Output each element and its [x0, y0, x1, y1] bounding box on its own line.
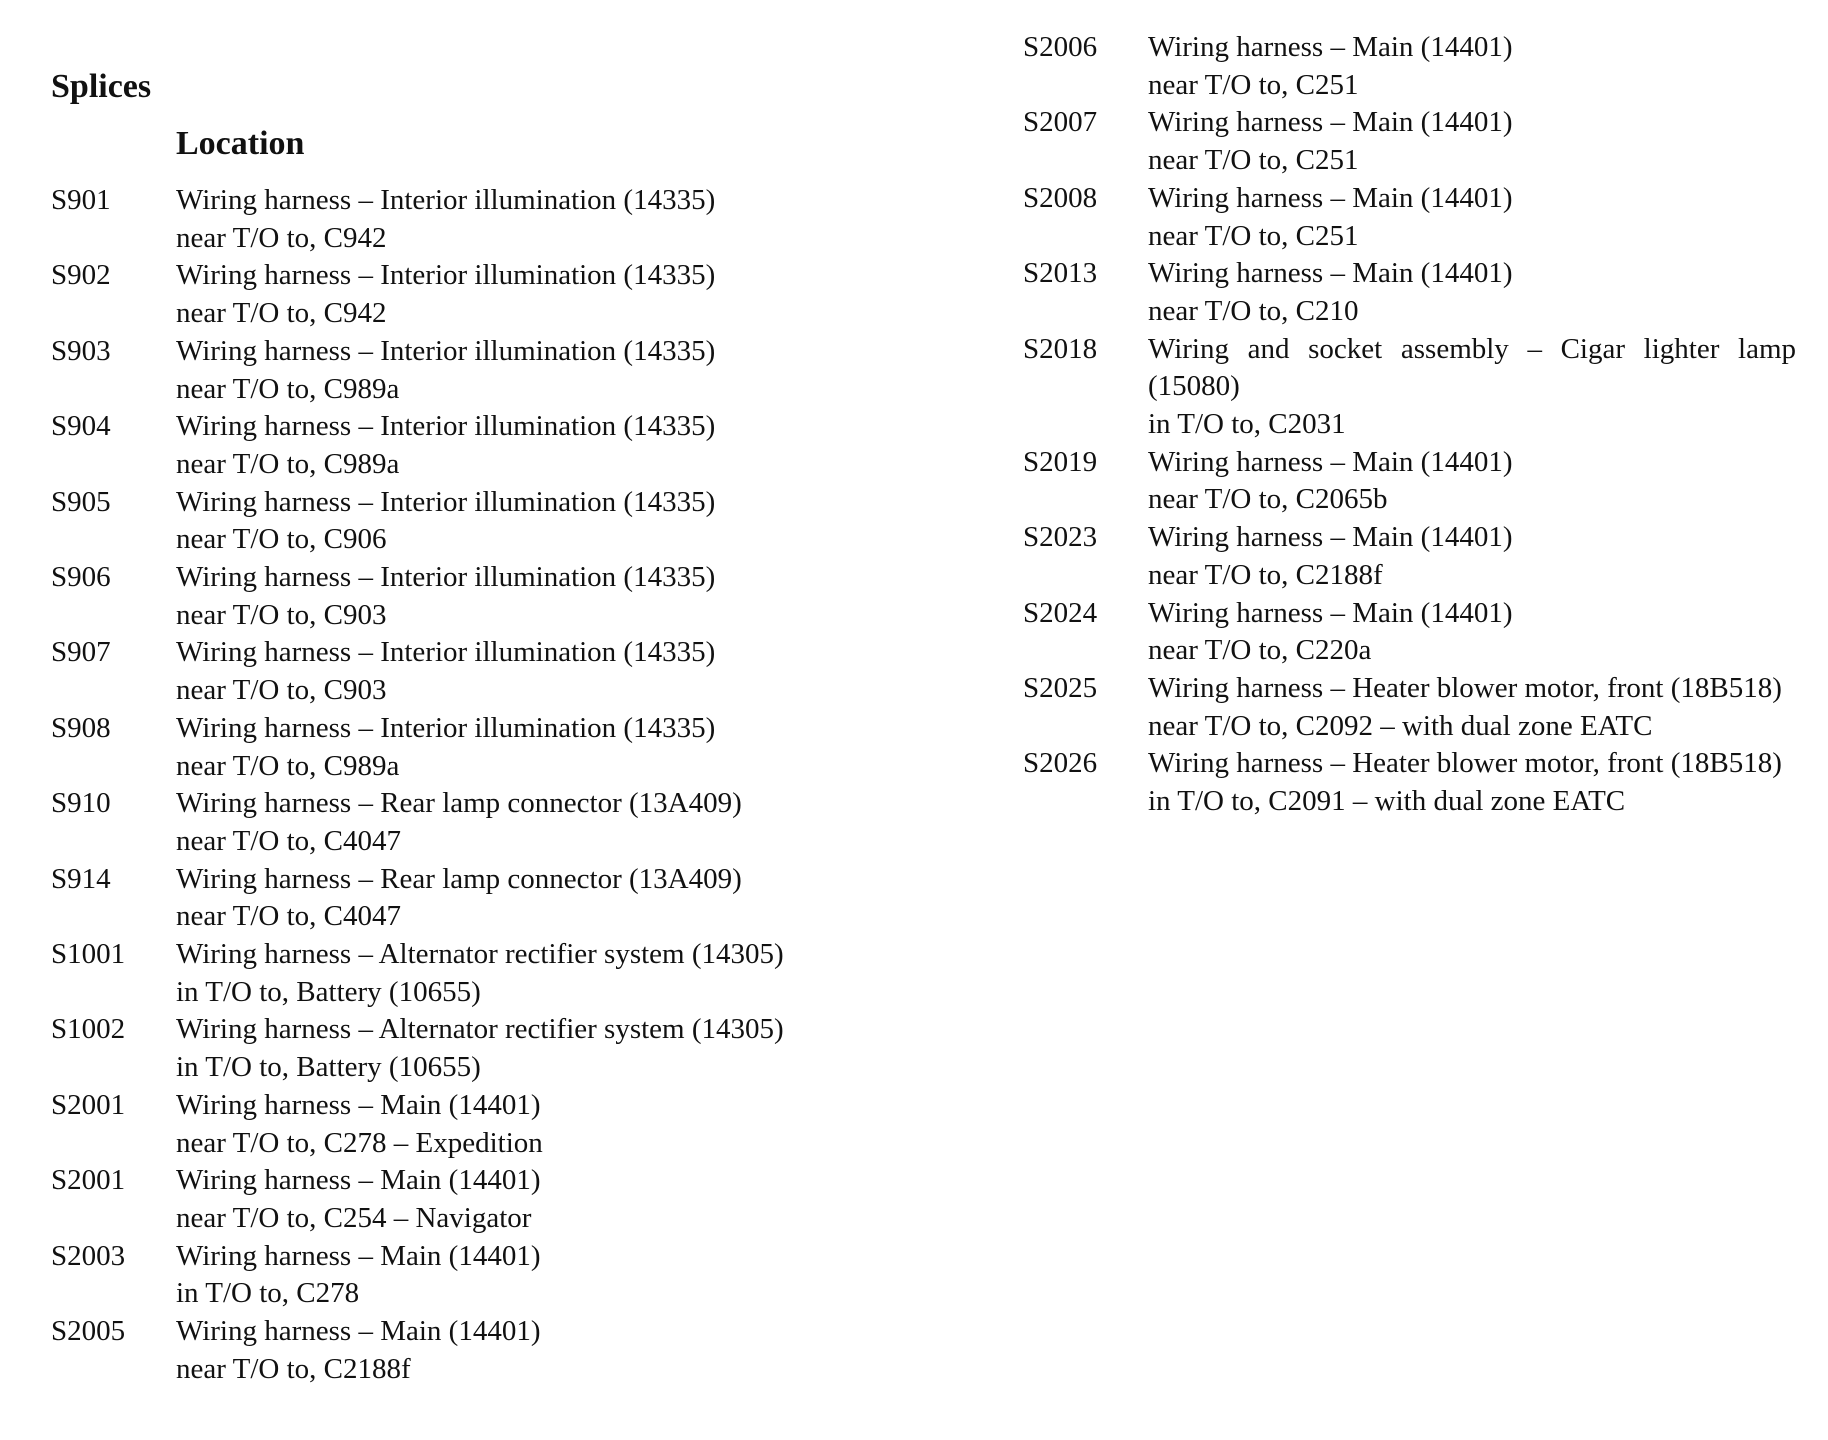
section-title: Splices — [51, 68, 152, 105]
splice-description — [1148, 104, 1803, 179]
location-text: in T/O to, C278 — [176, 1277, 360, 1310]
harness-text: Wiring harness – Main (14401) — [1148, 106, 1513, 139]
splice-code: S2003 — [51, 1239, 126, 1272]
splice-code: S2026 — [1023, 747, 1098, 780]
splice-entry — [51, 333, 911, 408]
splice-entry — [1023, 519, 1803, 594]
splice-description — [176, 861, 911, 936]
splice-description — [176, 408, 911, 483]
harness-text: Wiring and socket assembly – Cigar lighter lamp (15080) — [1148, 332, 1796, 403]
splice-description — [176, 257, 911, 332]
splice-description — [1148, 519, 1803, 594]
harness-text: Wiring harness – Main (14401) — [176, 1164, 541, 1197]
harness-text: Wiring harness – Rear lamp connector (13A409) — [176, 787, 742, 820]
splice-code: S904 — [51, 410, 111, 443]
splice-code: S908 — [51, 711, 111, 744]
harness-text: Wiring harness – Main (14401) — [1148, 31, 1513, 63]
splice-description — [176, 1011, 911, 1086]
splice-description — [176, 785, 911, 860]
splice-entry — [51, 1238, 911, 1313]
splice-list-left — [51, 182, 911, 1389]
splice-code: S914 — [51, 862, 111, 895]
splice-entry — [1023, 331, 1803, 444]
splice-entry — [51, 785, 911, 860]
splice-code: S2001 — [51, 1088, 126, 1121]
harness-text: Wiring harness – Alternator rectifier system (14305) — [176, 938, 784, 971]
splice-description — [1148, 331, 1803, 444]
harness-text: Wiring harness – Interior illumination (14335) — [176, 259, 716, 292]
splice-code: S907 — [51, 636, 111, 669]
splice-entry — [51, 634, 911, 709]
harness-text: Wiring harness – Interior illumination (14335) — [176, 636, 716, 669]
splice-description — [1148, 180, 1803, 255]
splice-description — [176, 559, 911, 634]
location-text: near T/O to, C989a — [176, 749, 400, 782]
splice-code: S1002 — [51, 1013, 126, 1046]
splice-code: S2013 — [1023, 257, 1098, 290]
splice-code: S901 — [51, 184, 111, 216]
location-text: near T/O to, C942 — [176, 297, 387, 330]
harness-text: Wiring harness – Interior illumination (14335) — [176, 485, 716, 518]
harness-text: Wiring harness – Main (14401) — [1148, 181, 1513, 214]
splice-code: S2007 — [1023, 106, 1098, 139]
location-text: in T/O to, Battery (10655) — [176, 1051, 481, 1084]
splice-entry — [51, 710, 911, 785]
location-text: in T/O to, C2091 – with dual zone EATC — [1148, 785, 1626, 818]
location-text: near T/O to, C2188f — [1148, 558, 1383, 591]
location-text: near T/O to, C2092 – with dual zone EATC — [1148, 709, 1653, 742]
splice-code: S906 — [51, 561, 111, 594]
splice-description — [1148, 255, 1803, 330]
harness-text: Wiring harness – Heater blower motor, front (18B518) — [1148, 671, 1782, 704]
harness-text: Wiring harness – Main (14401) — [1148, 596, 1513, 629]
location-text: near T/O to, C220a — [1148, 634, 1372, 667]
splice-description — [176, 634, 911, 709]
harness-text: Wiring harness – Main (14401) — [176, 1088, 541, 1121]
location-text: near T/O to, C906 — [176, 523, 387, 556]
splice-code: S905 — [51, 485, 111, 518]
splice-entry — [51, 182, 911, 257]
splice-description — [176, 1087, 911, 1162]
splice-entry — [1023, 255, 1803, 330]
location-text: in T/O to, C2031 — [1148, 408, 1346, 441]
splice-entry — [51, 1011, 911, 1086]
harness-text: Wiring harness – Main (14401) — [1148, 521, 1513, 554]
harness-text: Wiring harness – Interior illumination (14335) — [176, 184, 716, 216]
splice-list-right — [1023, 29, 1803, 821]
splice-entry — [51, 257, 911, 332]
harness-text: Wiring harness – Rear lamp connector (13A409) — [176, 862, 742, 895]
splice-description — [1148, 29, 1803, 104]
splice-entry — [1023, 180, 1803, 255]
splice-entry — [51, 1087, 911, 1162]
splice-entry — [51, 559, 911, 634]
harness-text: Wiring harness – Alternator rectifier system (14305) — [176, 1013, 784, 1046]
splice-description — [1148, 444, 1803, 519]
splice-code: S2006 — [1023, 31, 1098, 63]
splice-description — [176, 1162, 911, 1237]
splice-entry — [51, 936, 911, 1011]
splice-description — [176, 484, 911, 559]
splice-entry — [51, 1162, 911, 1237]
splice-description — [176, 333, 911, 408]
splice-code: S903 — [51, 334, 111, 367]
splice-description — [1148, 670, 1803, 745]
splice-entry — [1023, 670, 1803, 745]
location-text: in T/O to, Battery (10655) — [176, 975, 481, 1008]
splice-description — [176, 182, 911, 257]
location-text: near T/O to, C210 — [1148, 294, 1359, 327]
location-text: near T/O to, C251 — [1148, 219, 1359, 252]
splice-code: S2018 — [1023, 332, 1098, 365]
splice-entry — [1023, 29, 1803, 104]
splice-entry — [1023, 595, 1803, 670]
location-text: near T/O to, C2065b — [1148, 483, 1388, 516]
harness-text: Wiring harness – Interior illumination (14335) — [176, 711, 716, 744]
splice-entry — [51, 484, 911, 559]
splice-entry — [1023, 104, 1803, 179]
location-text: near T/O to, C4047 — [176, 900, 401, 933]
harness-text: Wiring harness – Interior illumination (14335) — [176, 334, 716, 367]
splice-description — [176, 936, 911, 1011]
location-text: near T/O to, C903 — [176, 598, 387, 631]
splice-code: S2008 — [1023, 181, 1098, 214]
splice-code: S2019 — [1023, 445, 1098, 478]
splice-code: S2001 — [51, 1164, 126, 1197]
splice-entry — [51, 861, 911, 936]
location-text: near T/O to, C903 — [176, 674, 387, 707]
location-text: near T/O to, C251 — [1148, 68, 1359, 101]
harness-text: Wiring harness – Interior illumination (14335) — [176, 561, 716, 594]
splice-description — [176, 1313, 911, 1388]
harness-text: Wiring harness – Main (14401) — [1148, 257, 1513, 290]
splice-code: S2025 — [1023, 671, 1098, 704]
location-text: near T/O to, C989a — [176, 372, 400, 405]
splice-code: S2023 — [1023, 521, 1098, 554]
splice-code: S902 — [51, 259, 111, 292]
splice-description — [176, 1238, 911, 1313]
location-text: near T/O to, C254 – Navigator — [176, 1201, 532, 1234]
splice-description — [176, 710, 911, 785]
splice-entry — [1023, 444, 1803, 519]
splice-code: S1001 — [51, 938, 126, 971]
location-text: near T/O to, C4047 — [176, 824, 401, 857]
harness-text: Wiring harness – Interior illumination (14335) — [176, 410, 716, 443]
splice-code: S2005 — [51, 1315, 126, 1348]
location-column-heading: Location — [176, 125, 305, 162]
splice-code: S2024 — [1023, 596, 1098, 629]
splice-code: S910 — [51, 787, 111, 820]
location-text: near T/O to, C989a — [176, 447, 400, 480]
location-text: near T/O to, C942 — [176, 221, 387, 254]
splice-entry — [51, 1313, 911, 1388]
harness-text: Wiring harness – Main (14401) — [176, 1315, 541, 1348]
harness-text: Wiring harness – Main (14401) — [176, 1239, 541, 1272]
splice-description — [1148, 595, 1803, 670]
splice-description — [1148, 745, 1803, 820]
splice-entry — [51, 408, 911, 483]
harness-text: Wiring harness – Main (14401) — [1148, 445, 1513, 478]
location-text: near T/O to, C278 – Expedition — [176, 1126, 543, 1159]
harness-text: Wiring harness – Heater blower motor, front (18B518) — [1148, 747, 1782, 780]
splice-entry — [1023, 745, 1803, 820]
location-text: near T/O to, C251 — [1148, 144, 1359, 177]
location-text: near T/O to, C2188f — [176, 1352, 411, 1385]
